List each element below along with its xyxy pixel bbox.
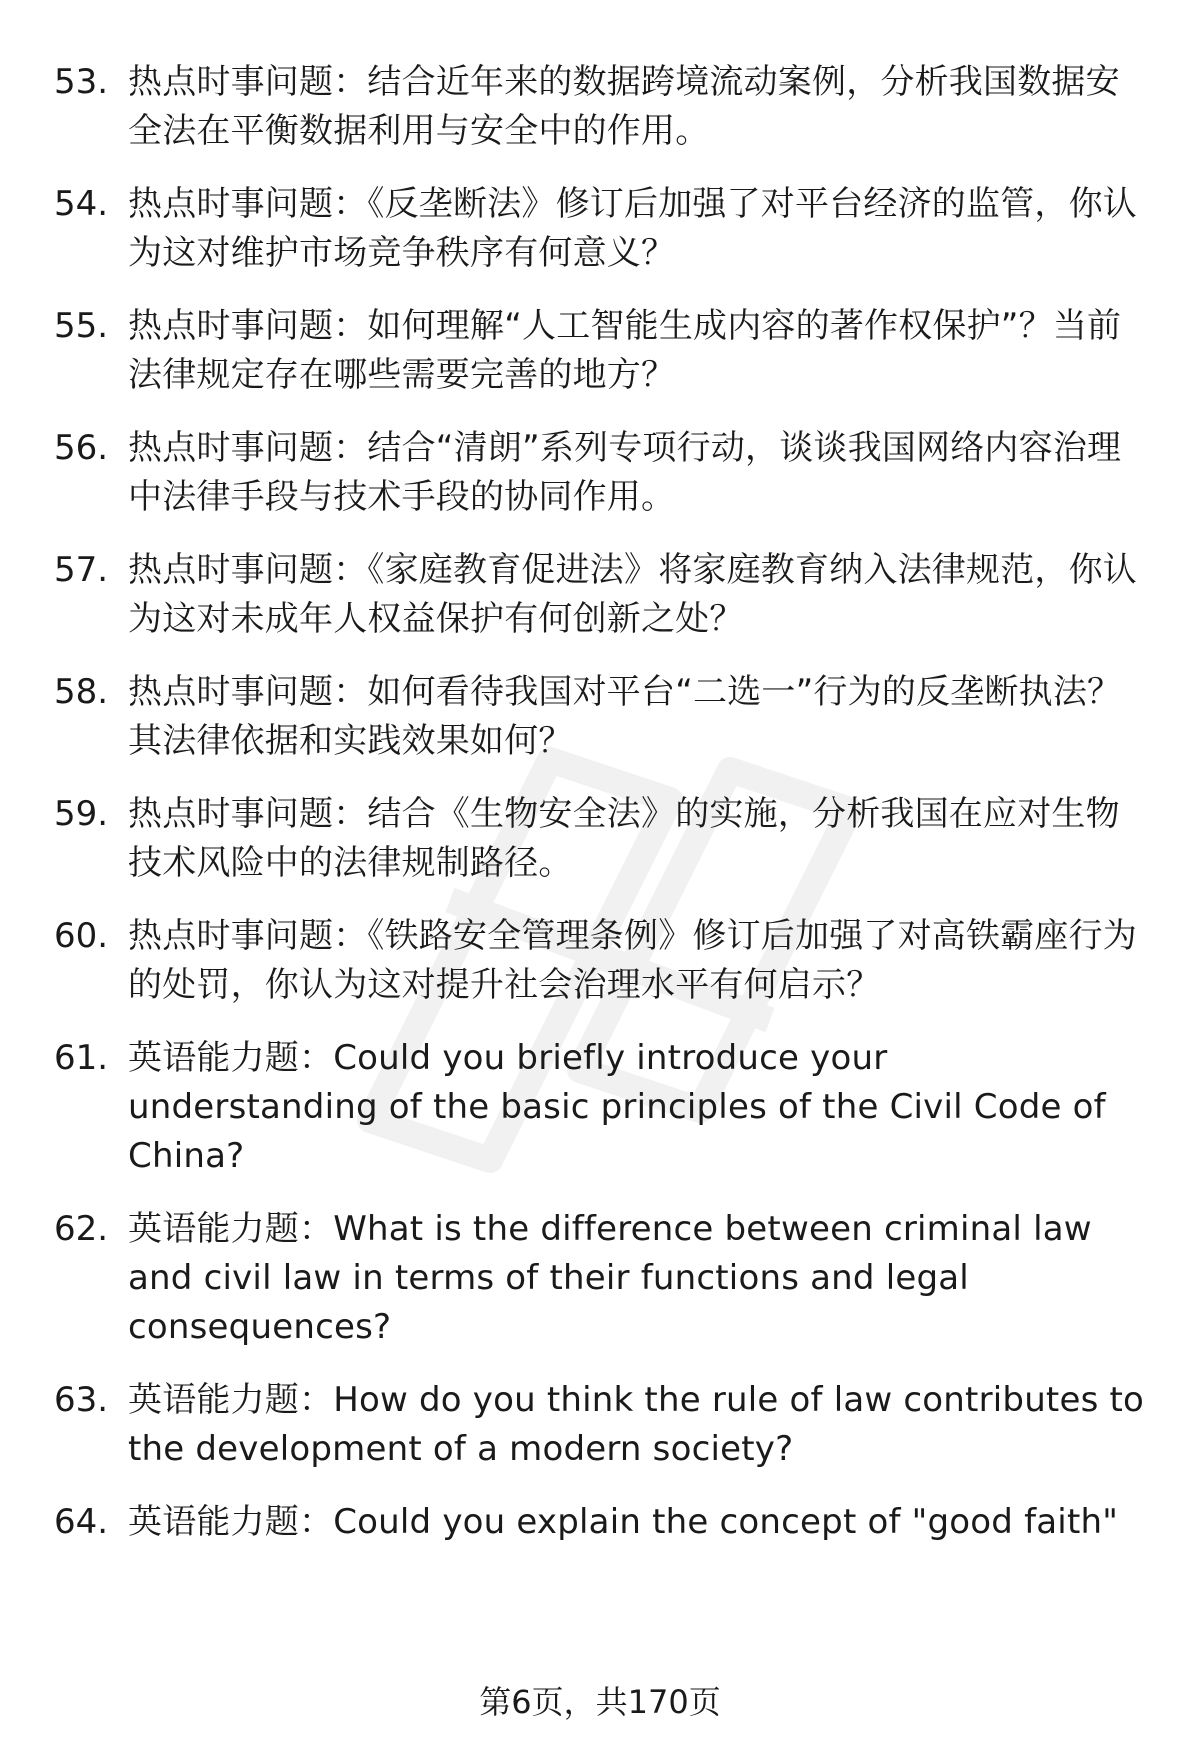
list-item — [54, 1034, 1154, 1181]
question-number: 59. — [54, 794, 109, 834]
question-number: 57. — [54, 550, 109, 590]
question-text: 热点时事问题：结合近年来的数据跨境流动案例，分析我国数据安全法在平衡数据利用与安全中的作用。 — [128, 62, 1120, 151]
question-number: 55. — [54, 306, 109, 346]
question-text: 英语能力题：What is the difference between criminal law and civil law in terms of their functions and legal consequences? — [128, 1209, 1092, 1347]
question-text: 热点时事问题：《铁路安全管理条例》修订后加强了对高铁霸座行为的处罚，你认为这对提升社会治理水平有何启示？ — [128, 916, 1137, 1005]
question-number: 61. — [54, 1038, 109, 1078]
list-item — [54, 58, 1154, 156]
question-number: 62. — [54, 1209, 109, 1249]
question-text: 英语能力题：How do you think the rule of law contributes to the development of a modern society? — [128, 1380, 1145, 1469]
list-item — [54, 668, 1154, 766]
question-text: 热点时事问题：如何看待我国对平台“二选一”行为的反垄断执法？其法律依据和实践效果如何？ — [128, 672, 1122, 761]
question-text: 热点时事问题：结合《生物安全法》的实施，分析我国在应对生物技术风险中的法律规制路径。 — [128, 794, 1120, 883]
list-item — [54, 1205, 1154, 1352]
question-number: 54. — [54, 184, 109, 224]
list-item — [54, 912, 1154, 1010]
question-number: 64. — [54, 1502, 109, 1542]
question-number: 60. — [54, 916, 109, 956]
question-number: 63. — [54, 1380, 109, 1420]
question-text: 热点时事问题：《家庭教育促进法》将家庭教育纳入法律规范，你认为这对未成年人权益保护有何创新之处？ — [128, 550, 1137, 639]
question-number: 56. — [54, 428, 109, 468]
page-number-footer: 第6页，共170页 — [479, 1683, 721, 1721]
list-item — [54, 1498, 1154, 1547]
list-item — [54, 546, 1154, 644]
list-item — [54, 790, 1154, 888]
question-list — [54, 58, 1154, 1571]
question-text: 英语能力题：Could you explain the concept of "good faith" — [128, 1502, 1119, 1542]
list-item — [54, 1376, 1154, 1474]
list-item — [54, 424, 1154, 522]
question-text: 英语能力题：Could you briefly introduce your understanding of the basic principles of the Civil Code of China? — [128, 1038, 1106, 1176]
question-text: 热点时事问题：结合“清朗”系列专项行动，谈谈我国网络内容治理中法律手段与技术手段的协同作用。 — [128, 428, 1122, 517]
question-number: 58. — [54, 672, 109, 712]
list-item — [54, 302, 1154, 400]
question-text: 热点时事问题：《反垄断法》修订后加强了对平台经济的监管，你认为这对维护市场竞争秩序有何意义？ — [128, 184, 1137, 273]
list-item — [54, 180, 1154, 278]
question-text: 热点时事问题：如何理解“人工智能生成内容的著作权保护”？当前法律规定存在哪些需要完善的地方？ — [128, 306, 1122, 395]
question-number: 53. — [54, 62, 109, 102]
